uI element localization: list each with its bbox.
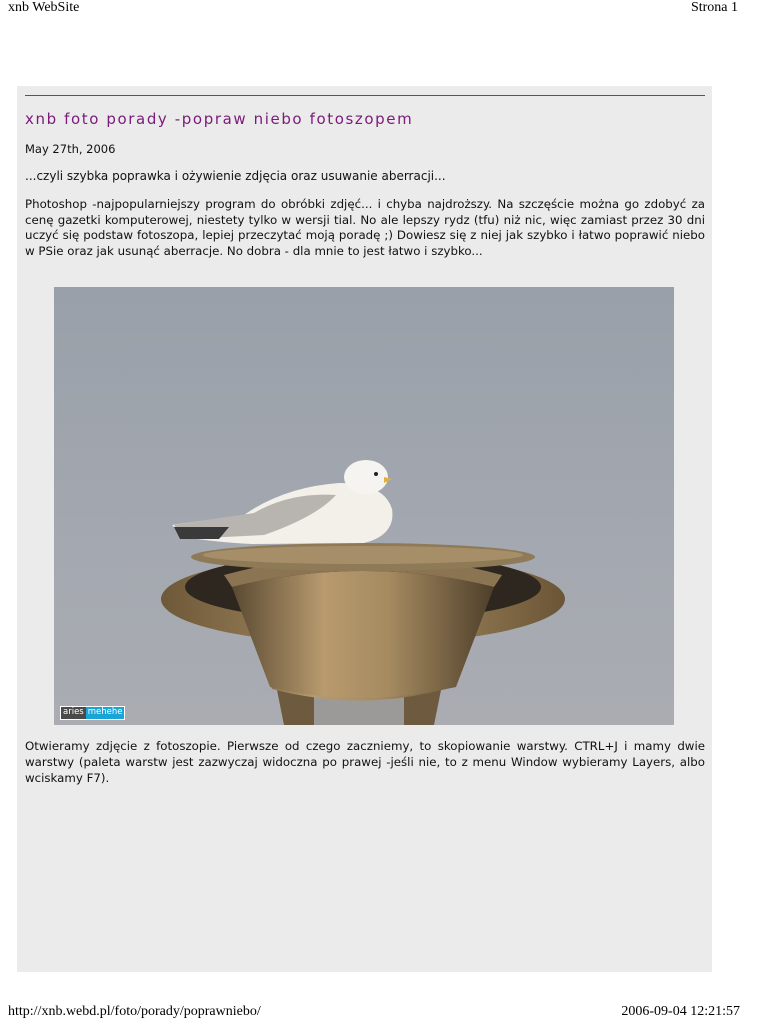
post-date: May 27th, 2006 bbox=[25, 142, 116, 156]
post-lead: ...czyli szybka poprawka i ożywienie zdjęcia oraz usuwanie aberracji... bbox=[25, 169, 446, 183]
watermark-right-text: mehehe bbox=[87, 707, 123, 717]
post-title[interactable]: xnb foto porady -popraw niebo fotoszopem bbox=[25, 110, 414, 128]
print-header-site-name: xnb WebSite bbox=[8, 0, 80, 15]
post-paragraph-2: Otwieramy zdjęcie z fotoszopie. Pierwsze od czego zaczniemy, to skopiowanie warstwy. CTRL+J i mamy dwie warstwy (paleta warstw jest zazwyczaj widoczna po prawej -jeśli nie, to z menu Window wybieramy Layers, albo wciskamy F7). bbox=[25, 739, 705, 785]
article-panel bbox=[17, 86, 712, 972]
divider bbox=[25, 95, 705, 96]
watermark-left-text: aries bbox=[63, 707, 84, 717]
photo-seagull-on-lamp bbox=[54, 287, 674, 725]
print-footer-timestamp: 2006-09-04 12:21:57 bbox=[621, 1004, 740, 1019]
photo-watermark bbox=[60, 706, 125, 720]
print-footer-url: http://xnb.webd.pl/foto/porady/poprawniebo/ bbox=[8, 1004, 261, 1019]
print-header-page-label: Strona 1 bbox=[690, 0, 738, 15]
post-paragraph-1: Photoshop -najpopularniejszy program do obróbki zdjęć... i chyba najdroższy. Na szczęście można go zdobyć za cenę gazetki komputerowej, niestety tylko w wersji tial. No ale lepszy rydz (tfu) niż nic, więc zamiast przez 30 dni uczyć się podstaw fotoszopa, lepiej przeczytać moją poradę ;) Dowiesz się z niej jak szybko i łatwo poprawić niebo w PSie oraz jak usunąć aberracje. No dobra - dla mnie to jest łatwo i szybko... bbox=[25, 197, 705, 258]
photo-illustration bbox=[54, 287, 674, 725]
